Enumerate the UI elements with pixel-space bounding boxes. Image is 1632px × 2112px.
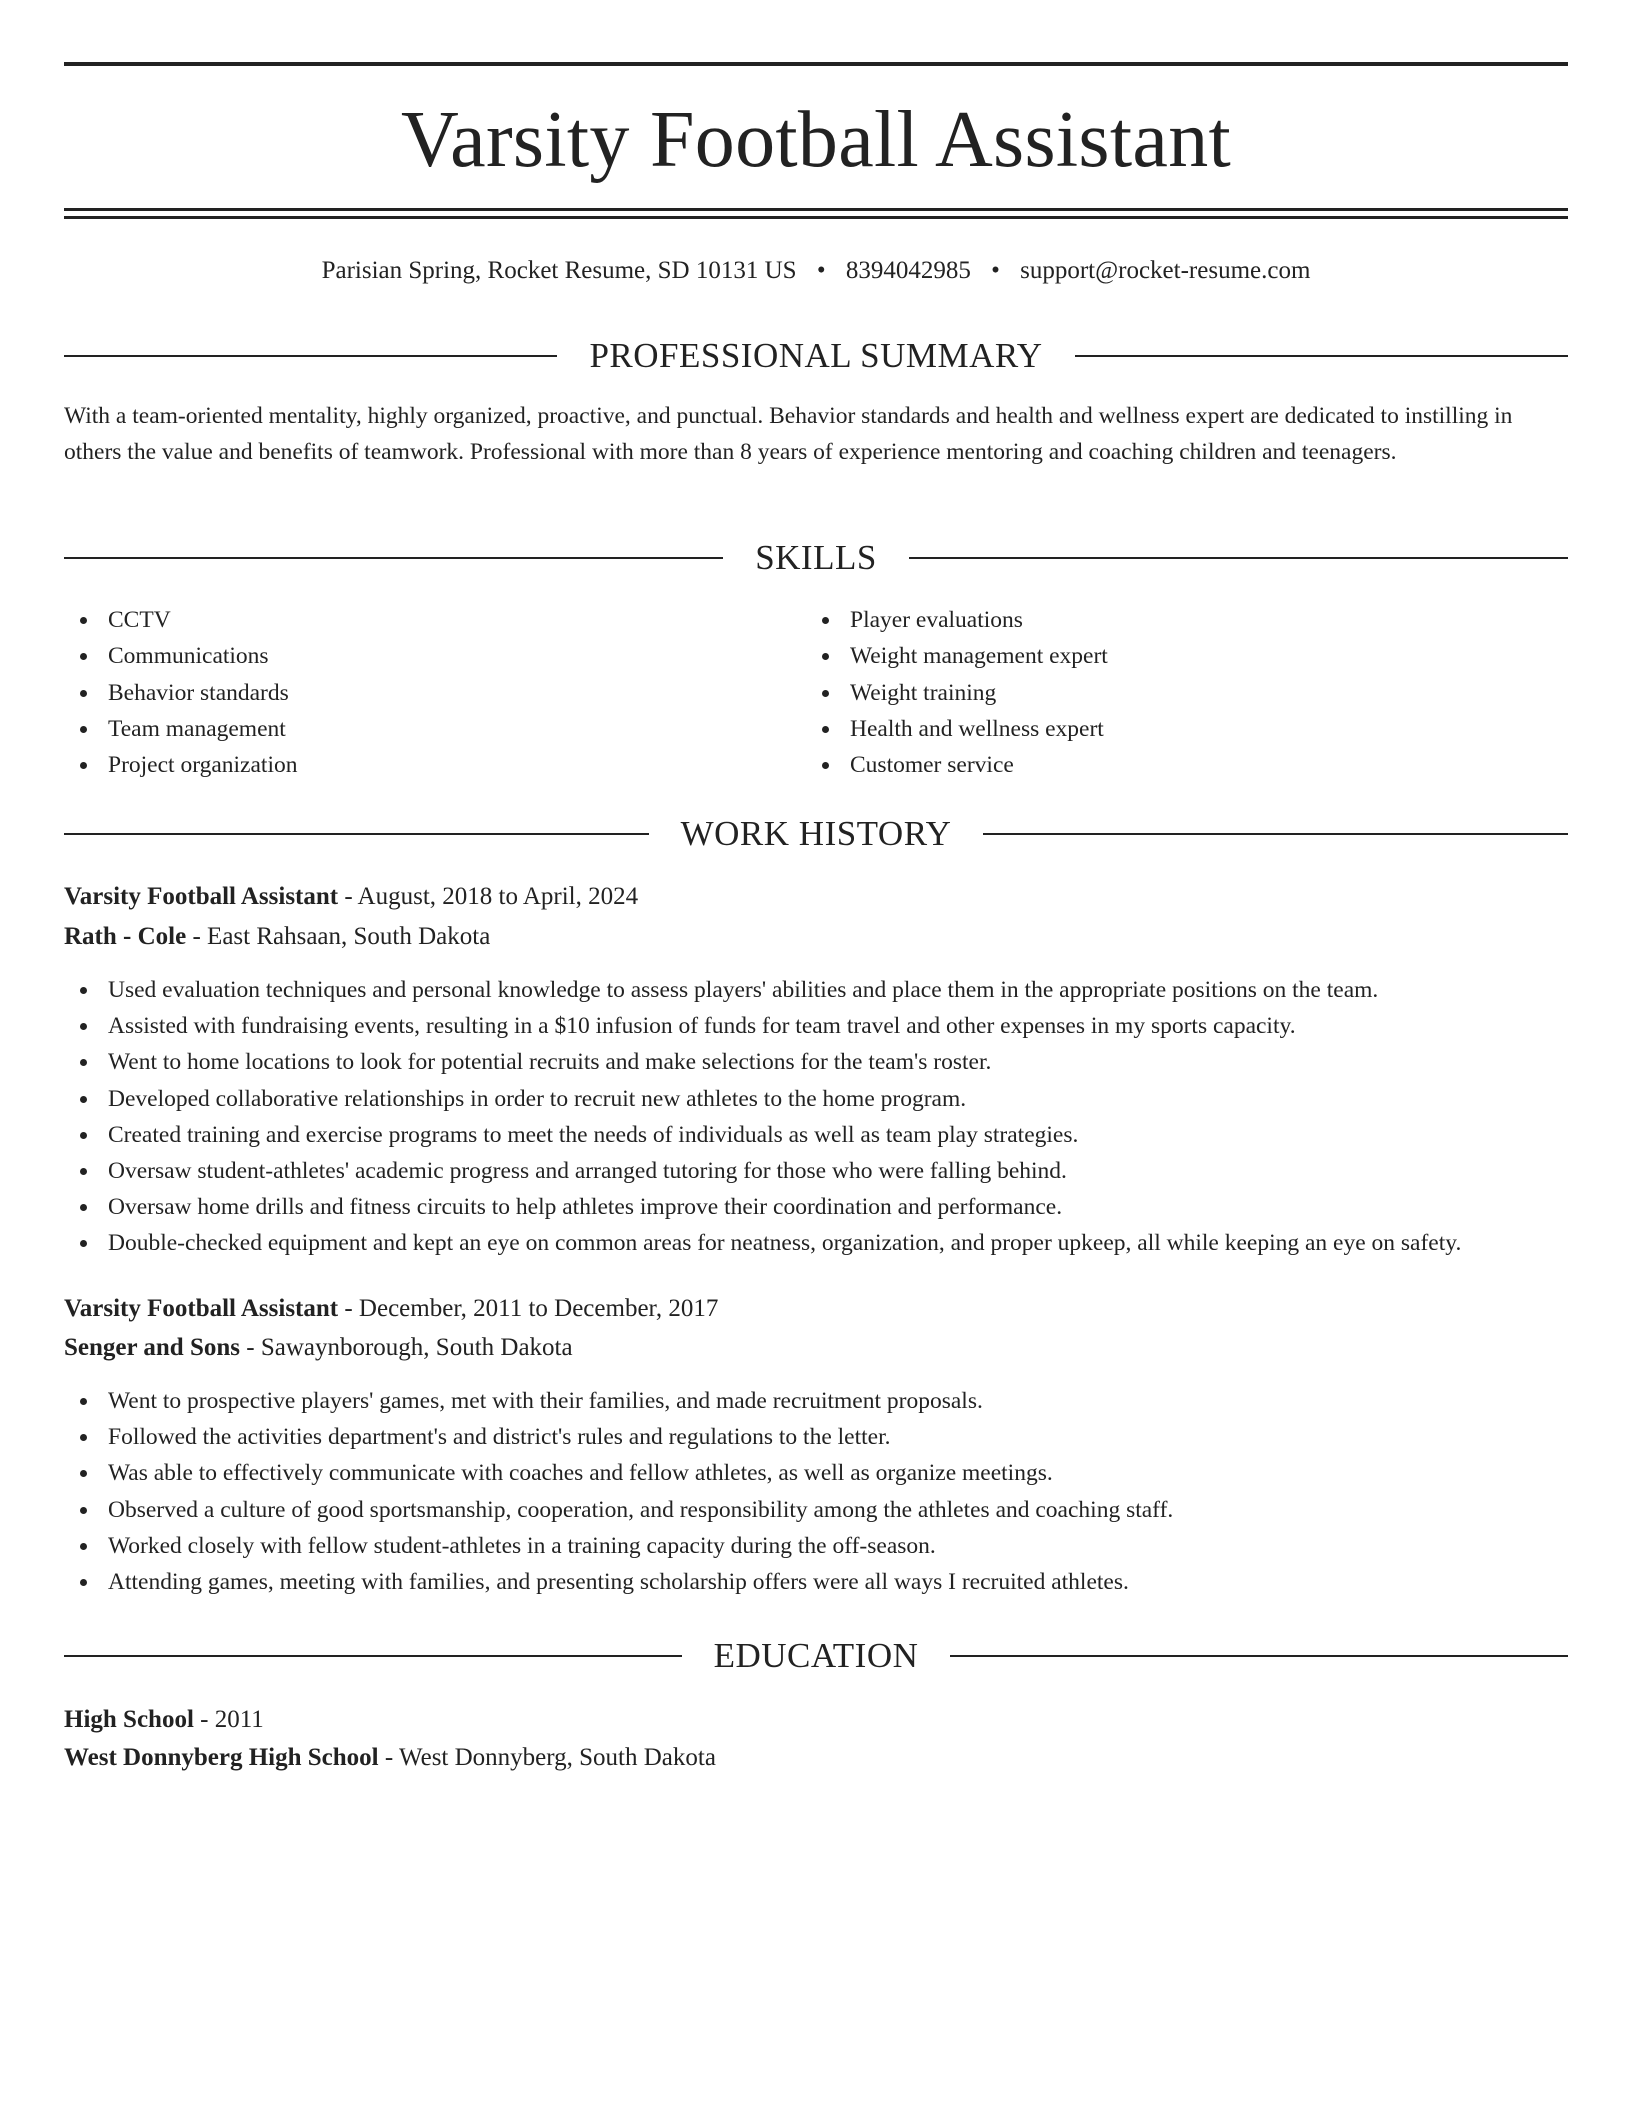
header-double-rule-lower — [64, 216, 1568, 219]
job-location: - Sawaynborough, South Dakota — [240, 1334, 573, 1361]
skill-item: Health and wellness expert — [850, 711, 1108, 747]
section-heading-skills — [64, 536, 1568, 580]
duty-item: Oversaw home drills and fitness circuits to help athletes improve their coordination and performance. — [108, 1189, 1612, 1225]
section-heading-education — [64, 1634, 1568, 1678]
heading-rule-left — [64, 355, 557, 357]
duty-item: Observed a culture of good sportsmanship, cooperation, and responsibility among the athletes and coaching staff. — [108, 1492, 1612, 1528]
skill-item: Weight management expert — [850, 638, 1108, 674]
job-company-line — [64, 1330, 1568, 1366]
heading-rule-left — [64, 557, 723, 559]
job-duties-list — [64, 972, 1612, 1262]
heading-rule-right — [909, 557, 1568, 559]
duty-item: Double-checked equipment and kept an eye on common areas for neatness, organization, and proper upkeep, all while keeping an eye on safety. — [108, 1225, 1612, 1261]
section-title: WORK HISTORY — [680, 814, 952, 853]
job-dates: - December, 2011 to December, 2017 — [338, 1295, 719, 1322]
skills-list-right — [806, 602, 1108, 783]
skills-list-left — [64, 602, 297, 783]
heading-rule-right — [1075, 355, 1568, 357]
skill-item: Behavior standards — [108, 675, 297, 711]
job-company: Senger and Sons — [64, 1334, 240, 1361]
duty-item: Created training and exercise programs to meet the needs of individuals as well as team play strategies. — [108, 1117, 1612, 1153]
skill-item: Player evaluations — [850, 602, 1108, 638]
duty-item: Followed the activities department's and district's rules and regulations to the letter. — [108, 1419, 1612, 1455]
duty-item: Went to prospective players' games, met with their families, and made recruitment proposals. — [108, 1383, 1612, 1419]
skill-item: Communications — [108, 638, 297, 674]
job-location: - East Rahsaan, South Dakota — [186, 923, 491, 950]
contact-phone: 8394042985 — [845, 257, 971, 284]
education-year: - 2011 — [193, 1706, 264, 1733]
contact-separator: • — [816, 257, 826, 284]
education-degree: High School — [64, 1706, 194, 1733]
skill-item: Weight training — [850, 675, 1108, 711]
duty-item: Attending games, meeting with families, and presenting scholarship offers were all ways I recruited athletes. — [108, 1564, 1612, 1600]
contact-email: support@rocket-resume.com — [1020, 257, 1311, 284]
job-company-line — [64, 919, 1568, 955]
contact-address: Parisian Spring, Rocket Resume, SD 10131 US — [321, 257, 797, 284]
duty-item: Worked closely with fellow student-athletes in a training capacity during the off-season. — [108, 1528, 1612, 1564]
education-school: West Donnyberg High School — [64, 1744, 379, 1771]
duty-item: Was able to effectively communicate with coaches and fellow athletes, as well as organize meetings. — [108, 1455, 1612, 1491]
heading-rule-right — [950, 1655, 1568, 1657]
education-school-line — [64, 1740, 1568, 1776]
job-title-line — [64, 879, 1568, 915]
job-title: Varsity Football Assistant — [64, 883, 339, 910]
section-title: PROFESSIONAL SUMMARY — [589, 336, 1043, 375]
section-heading-work — [64, 812, 1568, 856]
skill-item: Project organization — [108, 747, 297, 783]
header-double-rule-upper — [64, 208, 1568, 211]
duty-item: Assisted with fundraising events, resulting in a $10 infusion of funds for team travel and other expenses in my sports capacity. — [108, 1008, 1612, 1044]
skill-item: Customer service — [850, 747, 1108, 783]
skill-item: CCTV — [108, 602, 297, 638]
duty-item: Oversaw student-athletes' academic progress and arranged tutoring for those who were falling behind. — [108, 1153, 1612, 1189]
heading-rule-left — [64, 833, 649, 835]
contact-separator: • — [991, 257, 1000, 284]
job-title: Varsity Football Assistant — [64, 1295, 339, 1322]
header-top-rule — [64, 62, 1568, 66]
duty-item: Developed collaborative relationships in order to recruit new athletes to the home program. — [108, 1081, 1612, 1117]
job-dates: - August, 2018 to April, 2024 — [338, 883, 639, 910]
job-company: Rath - Cole — [64, 923, 187, 950]
heading-rule-left — [64, 1655, 682, 1657]
candidate-name: Varsity Football Assistant — [400, 96, 1232, 184]
education-degree-line — [64, 1702, 1568, 1738]
job-title-line — [64, 1291, 1568, 1327]
job-duties-list — [64, 1383, 1612, 1600]
summary-text: With a team-oriented mentality, highly organized, proactive, and punctual. Behavior standards and health and wellness expert are dedicated to instilling in others the value and benefits of teamwork. Professional with more than 8 years of experience mentoring and coaching children and teenagers. — [64, 403, 1513, 465]
education-location: - West Donnyberg, South Dakota — [378, 1744, 716, 1771]
section-heading-summary — [64, 334, 1568, 378]
section-title: SKILLS — [755, 538, 877, 577]
duty-item: Went to home locations to look for potential recruits and make selections for the team's roster. — [108, 1044, 1612, 1080]
heading-rule-right — [983, 833, 1568, 835]
contact-line — [64, 254, 1568, 288]
skill-item: Team management — [108, 711, 297, 747]
duty-item: Used evaluation techniques and personal knowledge to assess players' abilities and place them in the appropriate positions on the team. — [108, 972, 1612, 1008]
section-title: EDUCATION — [713, 1636, 919, 1675]
